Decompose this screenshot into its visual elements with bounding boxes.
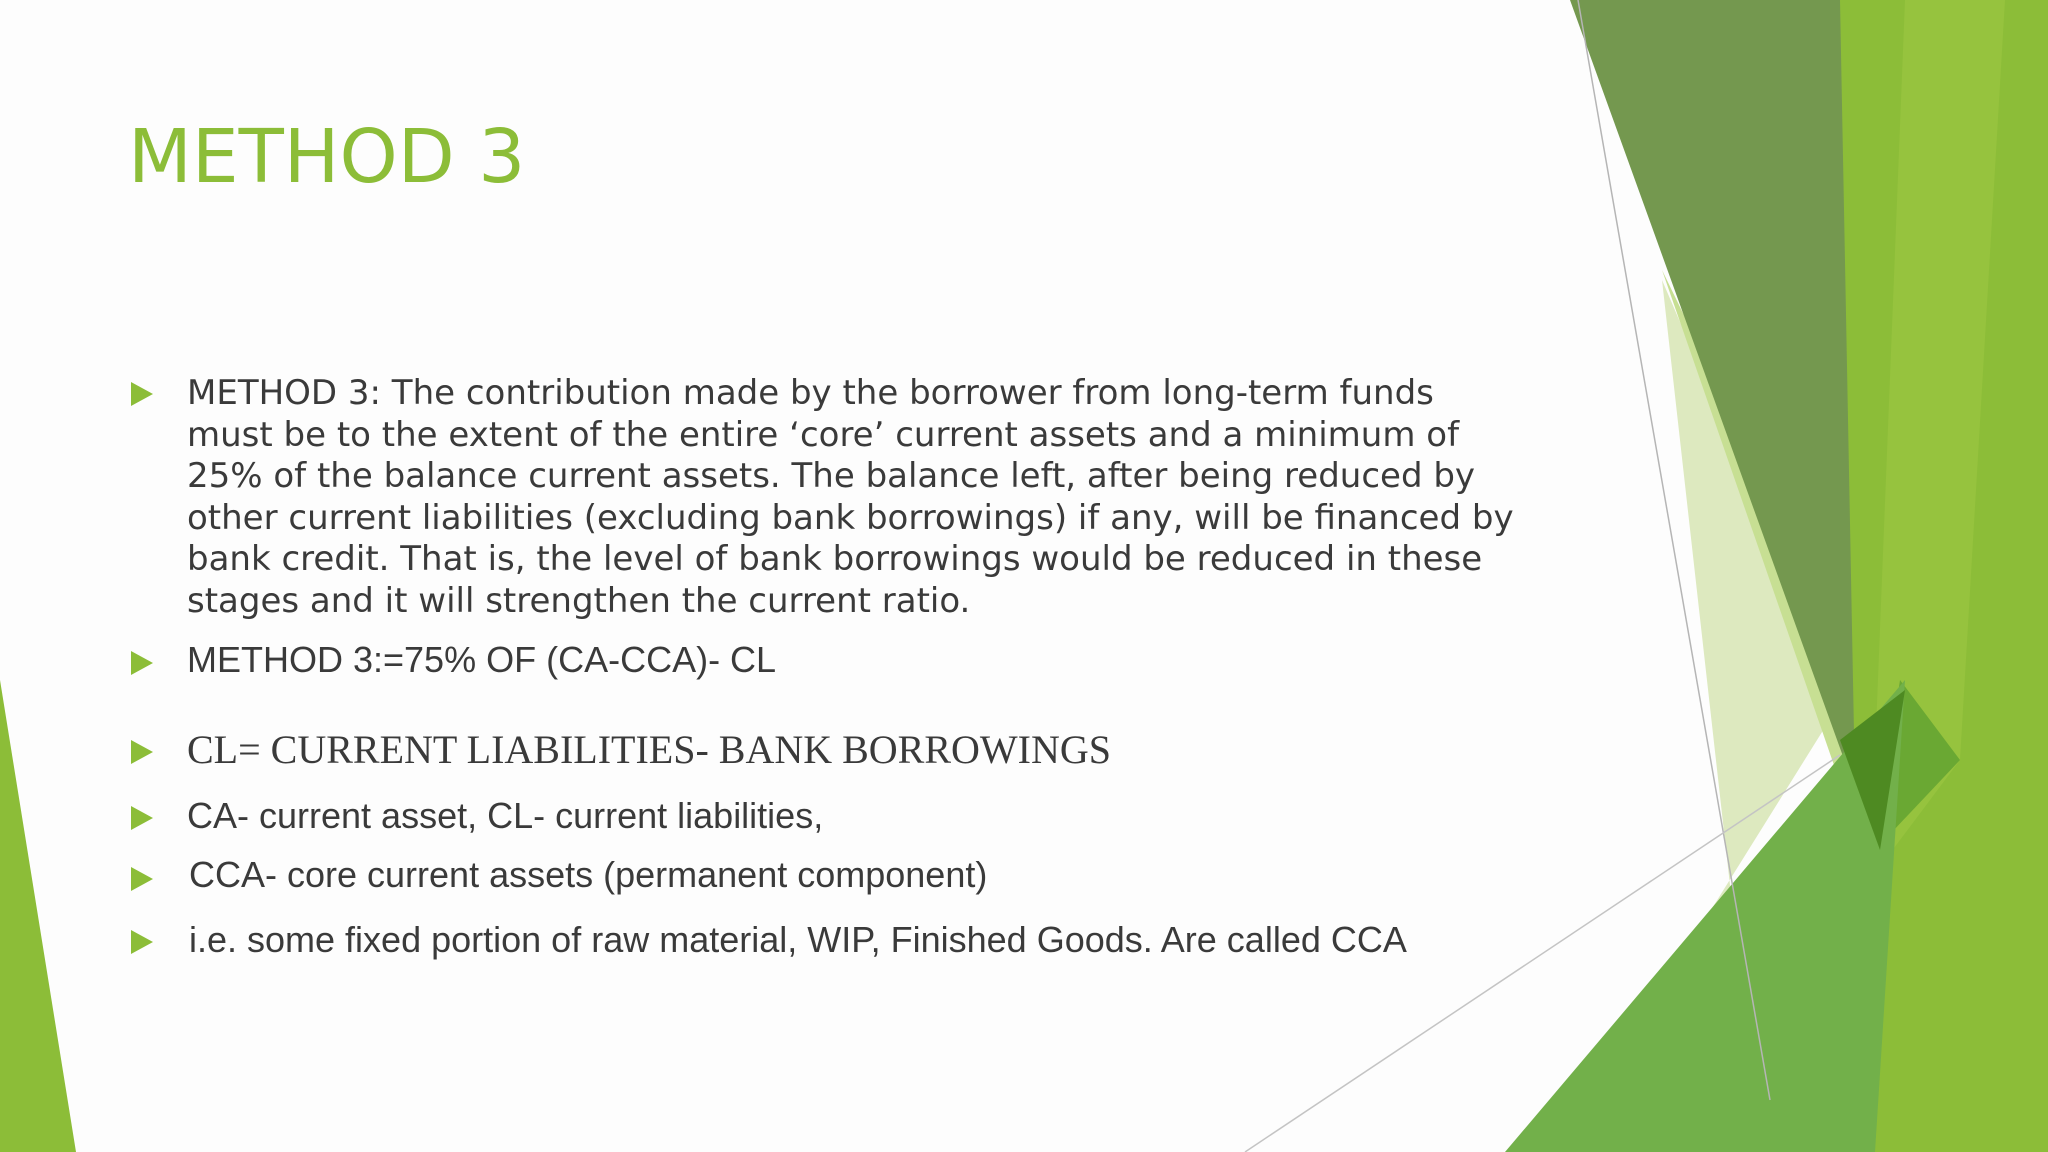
bullet-text-line: 25% of the balance current assets. The balance left, after being reduced by xyxy=(187,456,1476,496)
bullet-arrow-icon xyxy=(131,382,153,406)
bullet-text-line: METHOD 3: The contribution made by the borrower from long-term funds xyxy=(187,373,1434,413)
bullet-text-line: bank credit. That is, the level of bank borrowings would be reduced in these xyxy=(187,539,1483,579)
bullet-text: CA- current asset, CL- current liabilities, xyxy=(187,795,824,836)
bullet-text: CL= CURRENT LIABILITIES- BANK BORROWINGS xyxy=(187,727,1112,772)
bullet-arrow-icon xyxy=(131,806,153,830)
bullet-text: i.e. some fixed portion of raw material, WIP, Finished Goods. Are called CCA xyxy=(189,919,1407,960)
bullet-text-line: must be to the extent of the entire ‘core’ current assets and a minimum of xyxy=(187,414,1460,455)
bullet-text: METHOD 3:=75% OF (CA-CCA)- CL xyxy=(187,639,777,680)
bullet-text-line: other current liabilities (excluding bank borrowings) if any, will be financed by xyxy=(187,497,1514,538)
bullet-arrow-icon xyxy=(131,867,153,891)
bullet-text xyxy=(187,373,1514,622)
bullet-arrow-icon xyxy=(131,651,153,675)
bullet-text-line: stages and it will strengthen the current ratio. xyxy=(187,580,971,621)
slide-title: METHOD 3 xyxy=(128,114,526,200)
bullet-text: CCA- core current assets (permanent component) xyxy=(189,854,988,895)
bullet-arrow-icon xyxy=(131,740,153,764)
bullet-arrow-icon xyxy=(131,930,153,954)
